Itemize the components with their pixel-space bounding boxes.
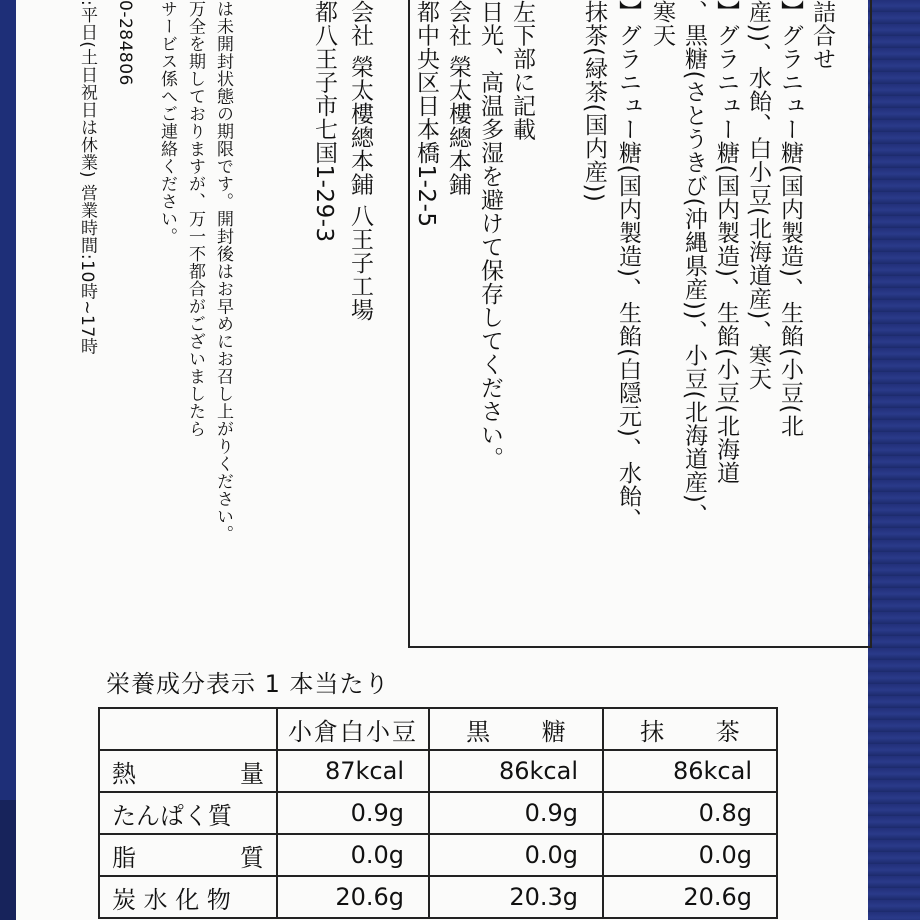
ingredients-line-2: 産))、水飴、白小豆(北海道産)、寒天 — [745, 0, 771, 391]
row-label-protein: たんぱく質 — [99, 792, 277, 834]
table-cell: 87kcal — [277, 750, 429, 792]
table-row — [99, 834, 777, 876]
table-row — [99, 792, 777, 834]
table-cell: 0.9g — [429, 792, 603, 834]
table-cell: 0.0g — [429, 834, 603, 876]
table-cell: 86kcal — [429, 750, 603, 792]
navy-border-strip — [0, 800, 16, 920]
table-row — [99, 876, 777, 918]
col-header-kokuto: 黒 糖 — [429, 708, 603, 750]
table-cell: 20.6g — [277, 876, 429, 918]
header-blank — [99, 708, 277, 750]
label-paper — [16, 0, 868, 920]
contents-header: 詰合せ — [809, 0, 835, 71]
row-label-energy-a: 熱 — [112, 759, 136, 788]
table-cell: 0.9g — [277, 792, 429, 834]
table-cell: 20.3g — [429, 876, 603, 918]
ingredients-line-1: 】グラニュー糖(国内製造)、生餡(小豆(北 — [777, 0, 803, 438]
business-hours: :平日(土日祝日は休業) 営業時間:10時~17時 — [77, 0, 97, 356]
ingredients-line-4: 、黒糖(さとうきび(沖縄県産))、小豆(北海道産)、 — [681, 0, 707, 527]
row-label-fat-b: 質 — [240, 843, 264, 872]
row-label-fat — [99, 834, 277, 876]
seller-name: 会社 榮太樓總本鋪 — [445, 0, 471, 196]
unopened-note: は未開封状態の期限です。開封後はお早めにお召し上がりください。 — [213, 0, 233, 543]
row-label-carbohydrate: 炭 水 化 物 — [99, 876, 277, 918]
maker-name: 会社 榮太樓總本鋪 八王子工場 — [347, 0, 373, 322]
navy-border-right — [868, 0, 920, 920]
storage-note: 日光、高温多湿を避けて保存してください。 — [477, 0, 503, 470]
quality-note: 万全を期しておりますが、万一不都合がございましたら — [185, 0, 205, 438]
ingredients-line-5: 寒天 — [649, 0, 675, 47]
ingredients-line-3: 】グラニュー糖(国内製造)、生餡(小豆(北海道 — [713, 0, 739, 485]
table-row — [99, 750, 777, 792]
row-label-energy — [99, 750, 277, 792]
seller-address: 都中央区日本橋1-2-5 — [413, 0, 439, 228]
table-cell: 0.8g — [603, 792, 777, 834]
col-header-ogura: 小倉白小豆 — [277, 708, 429, 750]
expiry-note: 左下部に記載 — [509, 0, 535, 141]
table-cell: 0.0g — [603, 834, 777, 876]
contact-note: サービス係へご連絡ください。 — [157, 0, 177, 245]
row-label-energy-b: 量 — [240, 759, 264, 788]
col-header-matcha: 抹 茶 — [603, 708, 777, 750]
table-cell: 0.0g — [277, 834, 429, 876]
maker-address: 都八王子市七国1-29-3 — [311, 0, 337, 243]
navy-border-left — [0, 0, 16, 920]
row-label-fat-a: 脂 — [112, 843, 136, 872]
table-cell: 20.6g — [603, 876, 777, 918]
phone-number: 0-284806 — [115, 0, 135, 86]
table-header-row — [99, 708, 777, 750]
ingredients-line-6: 】グラニュー糖(国内製造)、生餡(白隠元)、水飴、 — [615, 0, 641, 532]
nutrition-title: 栄養成分表示 1 本当たり — [106, 670, 390, 698]
ingredients-line-7: 抹茶(緑茶(国内産)) — [581, 0, 607, 203]
table-cell: 86kcal — [603, 750, 777, 792]
nutrition-table — [98, 707, 778, 919]
